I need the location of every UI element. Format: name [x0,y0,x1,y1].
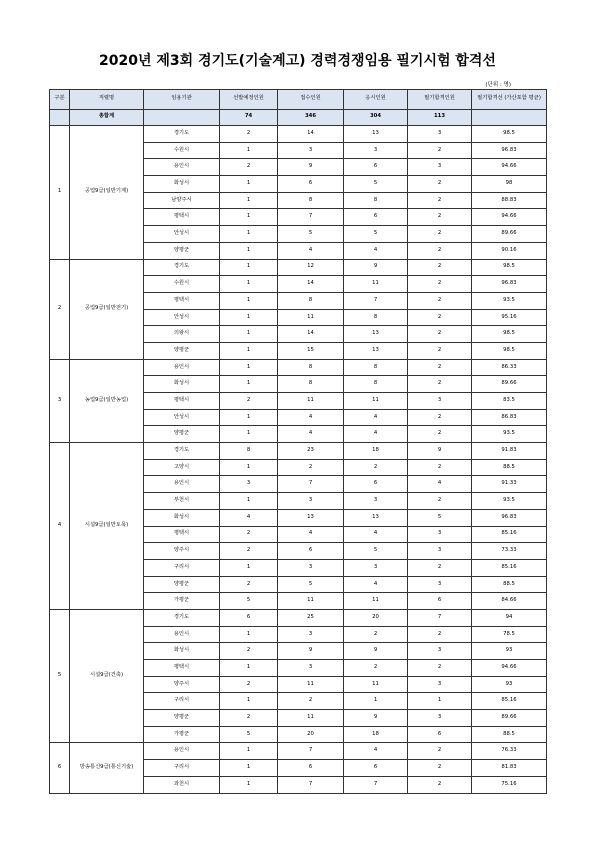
cell-cutoff: 93 [472,676,547,693]
cell-tested: 3 [344,493,408,510]
cell-cutoff: 84.66 [472,593,547,610]
cell-passed: 3 [408,526,472,543]
page-title: 2020년 제3회 경기도(기술계고) 경력경쟁임용 필기시험 합격선 [99,53,496,69]
cell-agency: 양주시 [144,543,220,560]
group-number: 3 [50,359,70,442]
cell-planned: 1 [220,760,278,777]
cell-passed: 2 [408,743,472,760]
cell-applied: 4 [278,409,344,426]
group-job-name: 공업9급(일반기계) [70,126,144,260]
cell-agency: 양평군 [144,342,220,359]
cell-agency: 평택시 [144,292,220,309]
cell-passed: 2 [408,559,472,576]
header-agency: 임용기관 [144,90,220,110]
cell-planned: 1 [220,226,278,243]
header-cutoff: 필기합격선 (가산포함 평균) [472,90,547,110]
cell-planned: 3 [220,476,278,493]
cell-cutoff: 94.66 [472,209,547,226]
cell-applied: 7 [278,476,344,493]
cell-agency: 평택시 [144,526,220,543]
cell-applied: 8 [278,192,344,209]
cell-agency: 평택시 [144,209,220,226]
cell-tested: 3 [344,559,408,576]
cell-passed: 3 [408,159,472,176]
cell-passed: 2 [408,342,472,359]
cell-applied: 20 [278,726,344,743]
cell-cutoff: 86.33 [472,359,547,376]
cell-tested: 11 [344,276,408,293]
cell-cutoff: 98.5 [472,259,547,276]
cell-agency: 평택시 [144,393,220,410]
cell-agency: 용인시 [144,743,220,760]
cell-tested: 13 [344,509,408,526]
cell-applied: 11 [278,393,344,410]
cell-cutoff: 93 [472,643,547,660]
header-planned: 선발예정인원 [220,90,278,110]
cell-passed: 2 [408,426,472,443]
cell-agency: 가평군 [144,726,220,743]
cell-planned: 5 [220,593,278,610]
cell-applied: 7 [278,743,344,760]
cell-planned: 2 [220,710,278,727]
cell-applied: 11 [278,593,344,610]
cell-applied: 3 [278,559,344,576]
cell-passed: 2 [408,326,472,343]
cell-tested: 13 [344,326,408,343]
total-planned: 74 [220,109,278,126]
cell-tested: 2 [344,459,408,476]
cell-applied: 14 [278,126,344,143]
cell-tested: 1 [344,693,408,710]
cell-agency: 가평군 [144,593,220,610]
table-row [50,609,547,626]
cell-passed: 4 [408,476,472,493]
cell-applied: 9 [278,643,344,660]
cell-tested: 13 [344,342,408,359]
cell-applied: 6 [278,543,344,560]
cell-agency: 용인시 [144,159,220,176]
cell-applied: 15 [278,342,344,359]
cell-cutoff: 98.5 [472,342,547,359]
cell-passed: 7 [408,609,472,626]
header-job: 직렬명 [70,90,144,110]
cell-cutoff: 98.5 [472,126,547,143]
cell-applied: 2 [278,693,344,710]
cell-passed: 1 [408,693,472,710]
cell-applied: 11 [278,676,344,693]
cell-passed: 3 [408,126,472,143]
cell-agency: 양평군 [144,242,220,259]
cell-cutoff: 96.83 [472,276,547,293]
total-passed: 113 [408,109,472,126]
cell-passed: 2 [408,209,472,226]
cell-agency: 경기도 [144,259,220,276]
group-job-name: 방송통신9급(통신기술) [70,743,144,793]
cell-tested: 8 [344,309,408,326]
cell-agency: 고양시 [144,459,220,476]
cell-tested: 5 [344,226,408,243]
cell-cutoff: 93.5 [472,493,547,510]
header-no: 구분 [50,90,70,110]
total-row [50,109,547,126]
cell-tested: 2 [344,626,408,643]
cell-applied: 6 [278,760,344,777]
cell-agency: 안성시 [144,309,220,326]
total-no [50,109,70,126]
total-agency [144,109,220,126]
table-row [50,259,547,276]
cell-passed: 2 [408,142,472,159]
cell-agency: 화성시 [144,643,220,660]
cell-cutoff: 78.5 [472,626,547,643]
cell-tested: 9 [344,259,408,276]
cell-cutoff: 85.16 [472,526,547,543]
cell-tested: 18 [344,443,408,460]
cell-passed: 6 [408,593,472,610]
group-number: 1 [50,126,70,260]
cell-applied: 5 [278,576,344,593]
cell-passed: 2 [408,292,472,309]
cell-applied: 7 [278,209,344,226]
cell-cutoff: 95.16 [472,309,547,326]
cell-agency: 남양주시 [144,192,220,209]
cell-planned: 1 [220,292,278,309]
cell-applied: 9 [278,159,344,176]
cell-cutoff: 94.66 [472,159,547,176]
cell-planned: 1 [220,409,278,426]
cell-applied: 25 [278,609,344,626]
cell-agency: 안성시 [144,226,220,243]
cell-passed: 2 [408,376,472,393]
cell-agency: 양평군 [144,576,220,593]
cell-cutoff: 75.16 [472,776,547,793]
total-label: 총합계 [70,109,144,126]
cell-planned: 5 [220,726,278,743]
cell-passed: 2 [408,626,472,643]
cell-passed: 2 [408,660,472,677]
cell-planned: 1 [220,242,278,259]
cell-agency: 부천시 [144,493,220,510]
cell-agency: 양주시 [144,676,220,693]
cell-applied: 8 [278,292,344,309]
cell-tested: 11 [344,593,408,610]
cell-cutoff: 93.5 [472,292,547,309]
cell-planned: 1 [220,359,278,376]
cell-cutoff: 91.33 [472,476,547,493]
cell-applied: 5 [278,226,344,243]
pass-score-table [49,89,547,794]
cell-tested: 5 [344,543,408,560]
cell-planned: 1 [220,626,278,643]
cell-applied: 14 [278,276,344,293]
cell-applied: 4 [278,242,344,259]
cell-applied: 2 [278,459,344,476]
cell-passed: 3 [408,676,472,693]
cell-tested: 7 [344,292,408,309]
table-row [50,359,547,376]
cell-agency: 양평군 [144,710,220,727]
cell-agency: 의왕시 [144,326,220,343]
group-number: 6 [50,743,70,793]
cell-passed: 3 [408,393,472,410]
cell-planned: 1 [220,376,278,393]
cell-tested: 13 [344,126,408,143]
cell-applied: 3 [278,660,344,677]
cell-tested: 18 [344,726,408,743]
cell-planned: 1 [220,142,278,159]
cell-applied: 8 [278,359,344,376]
cell-passed: 2 [408,776,472,793]
cell-applied: 3 [278,493,344,510]
cell-agency: 용인시 [144,359,220,376]
cell-applied: 13 [278,509,344,526]
cell-cutoff: 88.5 [472,459,547,476]
cell-passed: 2 [408,276,472,293]
cell-passed: 2 [408,459,472,476]
cell-agency: 안성시 [144,409,220,426]
cell-planned: 2 [220,576,278,593]
cell-planned: 1 [220,276,278,293]
cell-tested: 4 [344,426,408,443]
cell-passed: 3 [408,576,472,593]
cell-cutoff: 86.83 [472,409,547,426]
cell-agency: 경기도 [144,443,220,460]
cell-passed: 6 [408,726,472,743]
total-applied: 346 [278,109,344,126]
cell-tested: 8 [344,359,408,376]
group-number: 2 [50,259,70,359]
cell-passed: 2 [408,192,472,209]
cell-agency: 수원시 [144,142,220,159]
cell-passed: 3 [408,643,472,660]
cell-planned: 2 [220,393,278,410]
group-number: 5 [50,609,70,743]
group-job-name: 시설9급(일반토목) [70,443,144,610]
total-tested: 304 [344,109,408,126]
cell-cutoff: 85.16 [472,693,547,710]
cell-agency: 구리시 [144,693,220,710]
group-job-name: 농업9급(일반농업) [70,359,144,442]
cell-applied: 3 [278,142,344,159]
cell-planned: 2 [220,543,278,560]
cell-planned: 1 [220,743,278,760]
cell-cutoff: 83.5 [472,393,547,410]
cell-agency: 화성시 [144,376,220,393]
total-cutoff [472,109,547,126]
cell-cutoff: 94.66 [472,660,547,677]
cell-cutoff: 98.5 [472,326,547,343]
cell-tested: 9 [344,643,408,660]
cell-planned: 1 [220,493,278,510]
cell-passed: 3 [408,710,472,727]
cell-agency: 경기도 [144,126,220,143]
cell-planned: 1 [220,660,278,677]
cell-planned: 1 [220,209,278,226]
cell-cutoff: 94 [472,609,547,626]
cell-cutoff: 85.16 [472,559,547,576]
cell-agency: 구리시 [144,760,220,777]
cell-cutoff: 88.5 [472,576,547,593]
cell-agency: 과천시 [144,776,220,793]
cell-tested: 4 [344,576,408,593]
cell-planned: 2 [220,126,278,143]
cell-tested: 6 [344,760,408,777]
cell-planned: 1 [220,192,278,209]
cell-cutoff: 93.5 [472,426,547,443]
header-row [50,90,547,110]
group-number: 4 [50,443,70,610]
cell-cutoff: 98 [472,176,547,193]
cell-passed: 9 [408,443,472,460]
cell-planned: 1 [220,559,278,576]
group-job-name: 시설9급(건축) [70,609,144,743]
cell-applied: 8 [278,376,344,393]
cell-planned: 1 [220,259,278,276]
cell-agency: 양평군 [144,426,220,443]
cell-agency: 용인시 [144,626,220,643]
cell-cutoff: 89.66 [472,710,547,727]
cell-tested: 5 [344,176,408,193]
cell-planned: 1 [220,176,278,193]
cell-applied: 6 [278,176,344,193]
cell-passed: 2 [408,409,472,426]
cell-passed: 2 [408,493,472,510]
cell-planned: 1 [220,776,278,793]
cell-cutoff: 96.83 [472,509,547,526]
cell-applied: 4 [278,526,344,543]
cell-applied: 11 [278,710,344,727]
cell-passed: 5 [408,509,472,526]
cell-passed: 2 [408,760,472,777]
cell-agency: 평택시 [144,660,220,677]
cell-planned: 1 [220,342,278,359]
cell-tested: 11 [344,393,408,410]
cell-applied: 4 [278,426,344,443]
cell-planned: 4 [220,509,278,526]
cell-cutoff: 89.66 [472,376,547,393]
cell-planned: 2 [220,643,278,660]
cell-passed: 2 [408,242,472,259]
cell-cutoff: 96.83 [472,142,547,159]
cell-agency: 수원시 [144,276,220,293]
cell-planned: 6 [220,609,278,626]
cell-planned: 2 [220,676,278,693]
cell-passed: 2 [408,309,472,326]
cell-planned: 1 [220,459,278,476]
cell-applied: 12 [278,259,344,276]
cell-tested: 4 [344,409,408,426]
cell-applied: 23 [278,443,344,460]
cell-agency: 화성시 [144,509,220,526]
cell-tested: 4 [344,526,408,543]
cell-cutoff: 88.83 [472,192,547,209]
cell-tested: 11 [344,676,408,693]
cell-tested: 8 [344,376,408,393]
cell-tested: 4 [344,242,408,259]
cell-agency: 구리시 [144,559,220,576]
table-row [50,743,547,760]
cell-passed: 2 [408,359,472,376]
cell-cutoff: 91.83 [472,443,547,460]
cell-passed: 3 [408,543,472,560]
header-tested: 응시인원 [344,90,408,110]
cell-tested: 9 [344,710,408,727]
cell-applied: 11 [278,309,344,326]
cell-applied: 14 [278,326,344,343]
cell-applied: 3 [278,626,344,643]
cell-tested: 20 [344,609,408,626]
cell-applied: 7 [278,776,344,793]
cell-cutoff: 90.16 [472,242,547,259]
cell-passed: 2 [408,226,472,243]
header-passed: 필기합격인원 [408,90,472,110]
cell-planned: 1 [220,426,278,443]
unit-note: (단위 : 명) [485,82,511,88]
cell-cutoff: 89.66 [472,226,547,243]
cell-tested: 8 [344,192,408,209]
cell-passed: 2 [408,176,472,193]
cell-tested: 2 [344,660,408,677]
cell-planned: 2 [220,526,278,543]
cell-agency: 화성시 [144,176,220,193]
cell-planned: 1 [220,309,278,326]
cell-passed: 2 [408,259,472,276]
cell-cutoff: 76.33 [472,743,547,760]
cell-planned: 8 [220,443,278,460]
cell-planned: 2 [220,159,278,176]
cell-tested: 6 [344,476,408,493]
cell-planned: 1 [220,693,278,710]
cell-agency: 경기도 [144,609,220,626]
table-row [50,126,547,143]
cell-tested: 7 [344,776,408,793]
group-job-name: 공업9급(일반전기) [70,259,144,359]
cell-tested: 6 [344,159,408,176]
cell-planned: 1 [220,326,278,343]
cell-cutoff: 81.83 [472,760,547,777]
table-row [50,443,547,460]
cell-agency: 용인시 [144,476,220,493]
cell-tested: 4 [344,743,408,760]
cell-cutoff: 73.33 [472,543,547,560]
cell-tested: 3 [344,142,408,159]
cell-tested: 6 [344,209,408,226]
cell-cutoff: 88.5 [472,726,547,743]
header-applied: 접수인원 [278,90,344,110]
